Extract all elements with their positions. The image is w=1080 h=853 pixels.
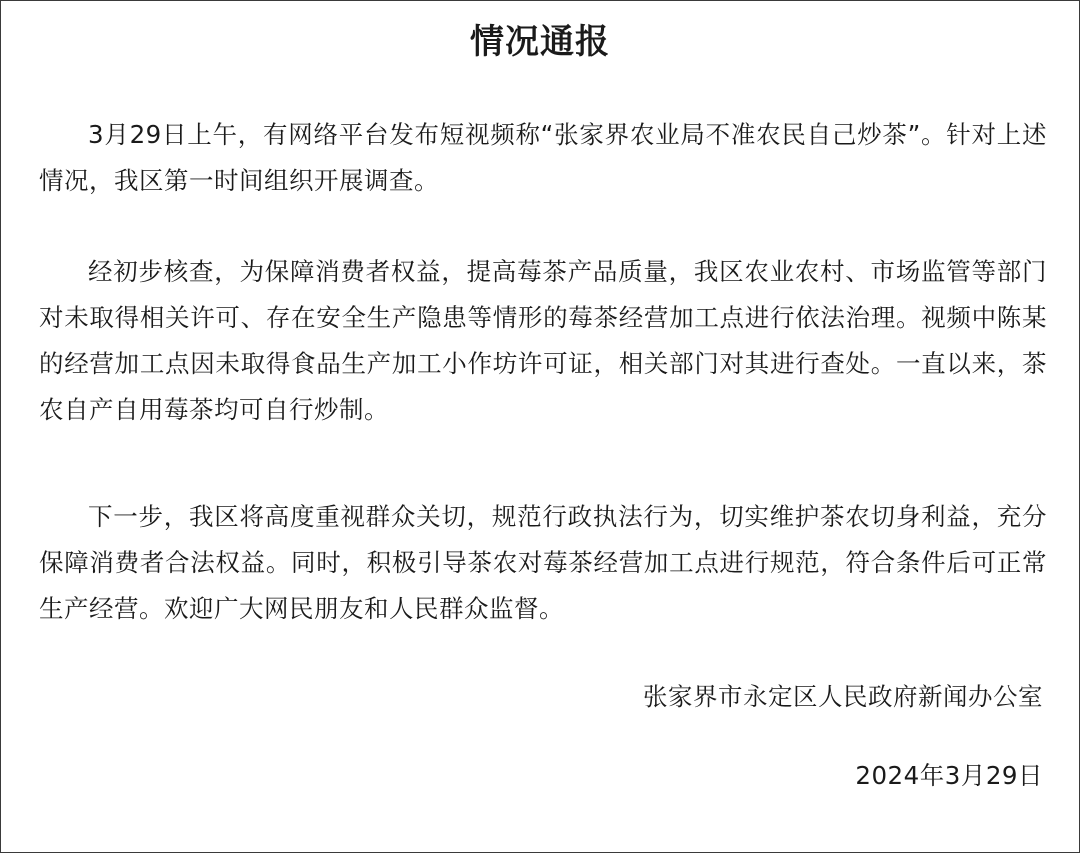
issue-date: 2024年3月29日 — [855, 761, 1043, 790]
notice-paragraph-1: 3月29日上午，有网络平台发布短视频称“张家界农业局不准农民自己炒茶”。针对上述情况，我区第一时间组织开展调查。 — [39, 120, 1047, 195]
notice-paragraph-2: 经初步核查，为保障消费者权益，提高莓茶产品质量，我区农业农村、市场监管等部门对未取得相关许可、存在安全生产隐患等情形的莓茶经营加工点进行依法治理。视频中陈某的经营加工点因未取得食品生产加工小作坊许可证，相关部门对其进行查处。一直以来，茶农自产自用莓茶均可自行炒制。 — [39, 257, 1047, 424]
issuing-office: 张家界市永定区人民政府新闻办公室 — [643, 682, 1043, 711]
notice-title: 情况通报 — [470, 22, 610, 62]
notice-paragraph-3: 下一步，我区将高度重视群众关切，规范行政执法行为，切实维护茶农切身利益，充分保障消费者合法权益。同时，积极引导茶农对莓茶经营加工点进行规范，符合条件后可正常生产经营。欢迎广大网民朋友和人民群众监督。 — [39, 502, 1047, 623]
